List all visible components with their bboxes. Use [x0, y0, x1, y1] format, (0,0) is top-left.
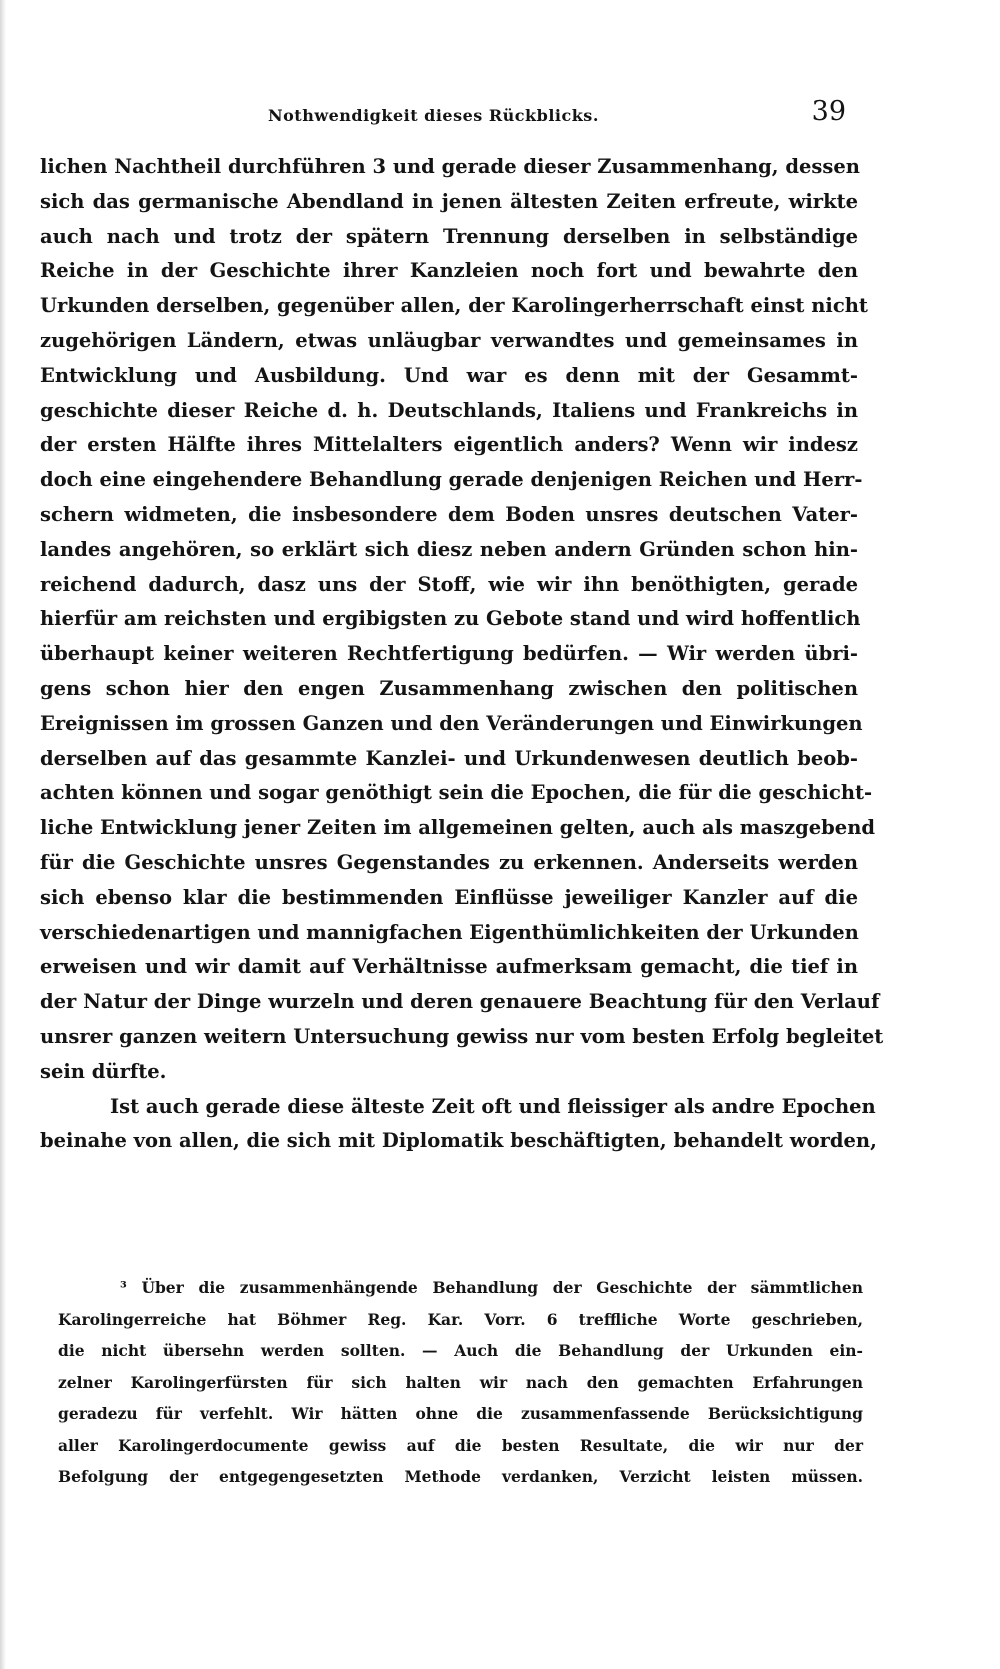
text-line: sich das germanische Abendland in jenen ältesten Zeiten erfreute, wirkte: [40, 189, 858, 213]
text-line: erweisen und wir damit auf Verhältnisse aufmerksam gemacht, die tief in: [40, 955, 858, 979]
footnote-line: aller Karolingerdocumente gewiss auf die besten Resultate, die wir nur der: [58, 1435, 863, 1455]
text-line: geschichte dieser Reiche d. h. Deutschlands, Italiens und Frankreichs in: [40, 398, 858, 422]
text-line: für die Geschichte unsres Gegenstandes zu erkennen. Anderseits werden: [40, 850, 858, 874]
text-line: liche Entwicklung jener Zeiten im allgemeinen gelten, auch als maszgebend: [40, 816, 876, 840]
text-line: Urkunden derselben, gegenüber allen, der Karolingerherrschaft einst nicht: [40, 294, 868, 318]
text-line: Reiche in der Geschichte ihrer Kanzleien noch fort und bewahrte den: [40, 259, 858, 283]
text-line: sich ebenso klar die bestimmenden Einflüsse jeweiliger Kanzler auf die: [40, 885, 858, 909]
footnote: [58, 1272, 863, 1493]
footnote-line: Karolingerreiche hat Böhmer Reg. Kar. Vorr. 6 treffliche Worte geschrieben,: [58, 1309, 863, 1329]
footnote-line: Befolgung der entgegengesetzten Methode verdanken, Verzicht leisten müssen.: [58, 1467, 863, 1486]
page-number: 39: [811, 96, 846, 127]
main-text: [40, 150, 884, 1159]
text-line: Ereignissen im grossen Ganzen und den Veränderungen und Einwirkungen: [40, 711, 863, 735]
text-line: der ersten Hälfte ihres Mittelalters eigentlich anders? Wenn wir indesz: [40, 433, 858, 457]
text-line: landes angehören, so erklärt sich diesz neben andern Gründen schon hin-: [40, 537, 858, 561]
text-line: doch eine eingehendere Behandlung gerade denjenigen Reichen und Herr-: [40, 468, 863, 492]
text-line: Ist auch gerade diese älteste Zeit oft und fleissiger als andre Epochen: [110, 1094, 876, 1118]
text-line: auch nach und trotz der spätern Trennung derselben in selbständige: [40, 224, 858, 248]
text-line: der Natur der Dinge wurzeln und deren genauere Beachtung für den Verlauf: [40, 990, 880, 1014]
text-line: beinahe von allen, die sich mit Diplomatik beschäftigten, behandelt worden,: [40, 1129, 877, 1153]
text-line: verschiedenartigen und mannigfachen Eigenthümlichkeiten der Urkunden: [40, 920, 859, 944]
page-header: [40, 96, 850, 136]
running-title: Nothwendigkeit dieses Rückblicks.: [268, 106, 599, 125]
text-line: sein dürfte.: [40, 1059, 167, 1083]
text-line: lichen Nachtheil durchführen 3 und gerade dieser Zusammenhang, dessen: [40, 155, 860, 178]
text-line: hierfür am reichsten und ergibigsten zu Gebote stand und wird hoffentlich: [40, 607, 861, 631]
text-line: derselben auf das gesammte Kanzlei- und Urkundenwesen deutlich beob-: [40, 746, 858, 770]
text-line: unsrer ganzen weitern Untersuchung gewiss nur vom besten Erfolg begleitet: [40, 1024, 884, 1048]
text-line: überhaupt keiner weiteren Rechtfertigung bedürfen. — Wir werden übri-: [40, 642, 858, 666]
text-line: achten können und sogar genöthigt sein die Epochen, die für die geschicht-: [40, 781, 873, 805]
text-line: zugehörigen Ländern, etwas unläugbar verwandtes und gemeinsames in: [40, 328, 858, 352]
text-line: schern widmeten, die insbesondere dem Boden unsres deutschen Vater-: [40, 502, 858, 526]
footnote-line: die nicht übersehn werden sollten. — Auch die Behandlung der Urkunden ein-: [58, 1341, 863, 1360]
scan-edge-shadow: [0, 0, 6, 1669]
text-line: gens schon hier den engen Zusammenhang zwischen den politischen: [40, 676, 858, 700]
text-line: reichend dadurch, dasz uns der Stoff, wie wir ihn benöthigten, gerade: [40, 572, 858, 596]
footnote-line: ³ Über die zusammenhängende Behandlung der Geschichte der sämmtlichen: [120, 1278, 863, 1297]
text-line: Entwicklung und Ausbildung. Und war es denn mit der Gesammt-: [40, 363, 858, 387]
footnote-line: zelner Karolingerfürsten für sich halten wir nach den gemachten Erfahrungen: [58, 1372, 863, 1392]
footnote-line: geradezu für verfehlt. Wir hätten ohne die zusammenfassende Berücksichtigung: [58, 1404, 863, 1423]
